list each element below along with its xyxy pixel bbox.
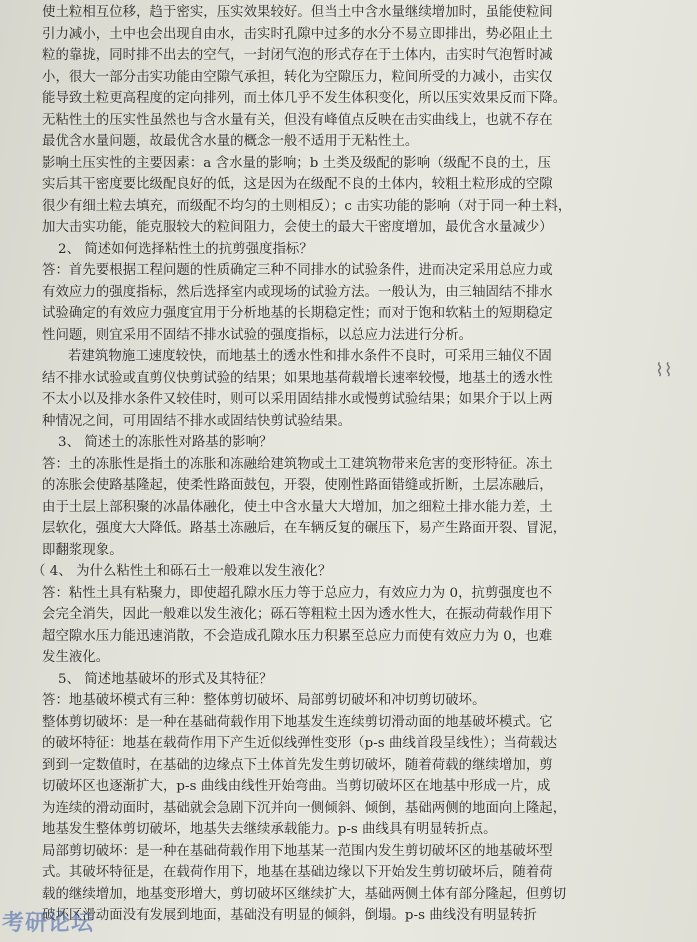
text-line: 载的继续增加，地基变形增大，剪切破坏区继续扩大，基础两侧土体有部分隆起，但剪切 [42, 886, 567, 902]
text-line: 答：土的冻胀性是指土的冻胀和冻融给建筑物或土工建筑物带来危害的变形特征。冻土 [42, 456, 553, 472]
text-line: 超空隙水压力能迅速消散，不会造成孔隙水压力积累至总应力而使有效应力为 0，也难 [42, 628, 553, 644]
text-line: 粒的靠拢，同时排不出去的空气，一封闭气泡的形式存在于土体内，击实时气泡暂时减 [42, 48, 553, 63]
text-line: 答：地基破坏模式有三种：整体剪切破坏、局部剪切破坏和冲切剪切破坏。 [42, 693, 486, 708]
text-line: 小，很大一部分击实功能由空隙气承担，转化为空隙压力，粒间所受的力减小，击实仅 [42, 69, 553, 85]
text-line: 无粘性土的压实性虽然也与含水量有关，但没有峰值点反映在击实曲线上，也就不存在 [42, 112, 553, 128]
text-line: 整体剪切破坏：是一种在基础荷载作用下地基发生连续剪切滑动面的地基破坏模式。它 [42, 714, 553, 730]
text-line: 层软化，强度大大降低。路基土冻融后，在车辆反复的碾压下，易产生路面开裂、冒泥， [42, 521, 567, 536]
question-heading: 3、 简述土的冻胀性对路基的影响？ [58, 435, 273, 450]
text-line: 实后其干密度要比级配良好的低，这是因为在级配不良的土体内，较粗土粒形成的空隙 [42, 177, 553, 192]
text-line: 试验确定的有效应力强度宜用于分析地基的长期稳定性；而对于饱和软粘土的短期稳定 [42, 306, 553, 321]
document-body [32, 2, 657, 927]
text-line: 即翻浆现象。 [42, 542, 123, 558]
text-line: 到到一定数值时，在基础的边缘点下土体首先发生剪切破坏，随着荷载的继续增加，剪 [42, 757, 553, 773]
watermark-logo: 考研论坛 [2, 911, 95, 936]
text-line: 若建筑物施工速度较快，而地基土的透水性和排水条件不良时，可采用三轴仪不固 [68, 349, 552, 364]
text-line: 会完全消失，因此一般难以发生液化；砾石等粗粒土因为透水性大，在振动荷载作用下 [42, 607, 553, 622]
text-line: 影响土压实性的主要因素：a 含水量的影响；b 土类及级配的影响（级配不良的土，压 [42, 155, 552, 171]
text-line: 由于土层上部积聚的冰晶体融化，使土中含水量大大增加，加之细粒土排水能力差，土 [42, 499, 553, 515]
text-line: 答：首先要根据工程问题的性质确定三种不同排水的试验条件，进而决定采用总应力或 [42, 263, 553, 278]
text-line: 破坏区滑动面没有发展到地面，基础没有明显的倾斜，倒塌。p-s 曲线没有明显转折 [42, 908, 537, 923]
text-line: 的破坏特征：地基在载荷作用下产生近似线弹性变形（p-s 曲线首段呈线性）；当荷载达 [42, 736, 558, 751]
text-line: 有效应力的强度指标，然后选择室内或现场的试验方法。一般认为，由三轴固结不排水 [42, 284, 553, 300]
text-line: 最优含水量问题，故最优含水量的概念一般不适用于无粘性土。 [42, 134, 419, 149]
question-heading: 5、 简述地基破坏的形式及其特征？ [58, 671, 273, 687]
text-line: 为连续的滑动面时，基础就会急剧下沉并向一侧倾斜、倾倒，基础两侧的地面向上隆起， [42, 800, 567, 816]
text-line: 使土粒相互位移，趋于密实，压实效果较好。但当土中含水量继续增加时，虽能使粒间 [42, 5, 553, 20]
text-line: 式。其破坏特征是，在载荷作用下，地基在基础边缘以下开始发生剪切破坏后，随着荷 [42, 865, 553, 880]
text-line: 加大击实功能，能克服较大的粒间阻力，会使土的最大干密度增加，最优含水量减少） [42, 220, 553, 235]
text-line: 结不排水试验或直剪仪快剪试验的结果；如果地基荷载增长速率较慢，地基土的透水性 [42, 370, 553, 386]
text-line: 不太小以及排水条件又较佳时，则可以采用固结排水或慢剪试验结果；如果介于以上两 [42, 392, 553, 407]
question-heading: （ 4、 为什么粘性土和砾石土一般难以发生液化？ [32, 564, 332, 579]
text-line: 能导致土粒更高程度的定向排列，而土体几乎不发生体积变化，所以压实效果反而下降。 [42, 91, 567, 106]
text-line: 局部剪切破坏：是一种在基础荷载作用下地基某一范围内发生剪切破坏区的地基破坏型 [42, 843, 553, 859]
text-line: 种情况之间，可用固结不排水或固结快剪试验结果。 [42, 413, 352, 429]
text-line: 地基发生整体剪切破坏，地基失去继续承载能力。p-s 曲线具有明显转折点。 [42, 822, 497, 837]
pencil-mark: ⌇⌇ [655, 360, 673, 381]
text-line: 引力减小，土中也会出现自由水，击实时孔隙中过多的水分不易立即排出，势必阻止土 [42, 26, 553, 42]
text-line: 切破坏区也逐渐扩大，p-s 曲线由线性开始弯曲。当剪切破坏区在地基中形成一片，成 [42, 779, 551, 794]
text-line: 性问题，则宜采用不固结不排水试验的强度指标，以总应力法进行分析。 [42, 327, 473, 343]
text-line: 答：粘性土具有粘聚力，即使超孔隙水压力等于总应力，有效应力为 0，抗剪强度也不 [42, 585, 553, 601]
question-heading: 2、 简述如何选择粘性土的抗剪强度指标？ [58, 241, 313, 257]
text-line: 发生液化。 [42, 650, 110, 665]
text-line: 的冻胀会使路基隆起，使柔性路面鼓包，开裂，使刚性路面错缝或折断，土层冻融后， [42, 478, 553, 493]
text-line: 很少有细土粒去填充，而级配不均匀的土则相反）；c 击实功能的影响（对于同一种土料， [42, 198, 572, 214]
